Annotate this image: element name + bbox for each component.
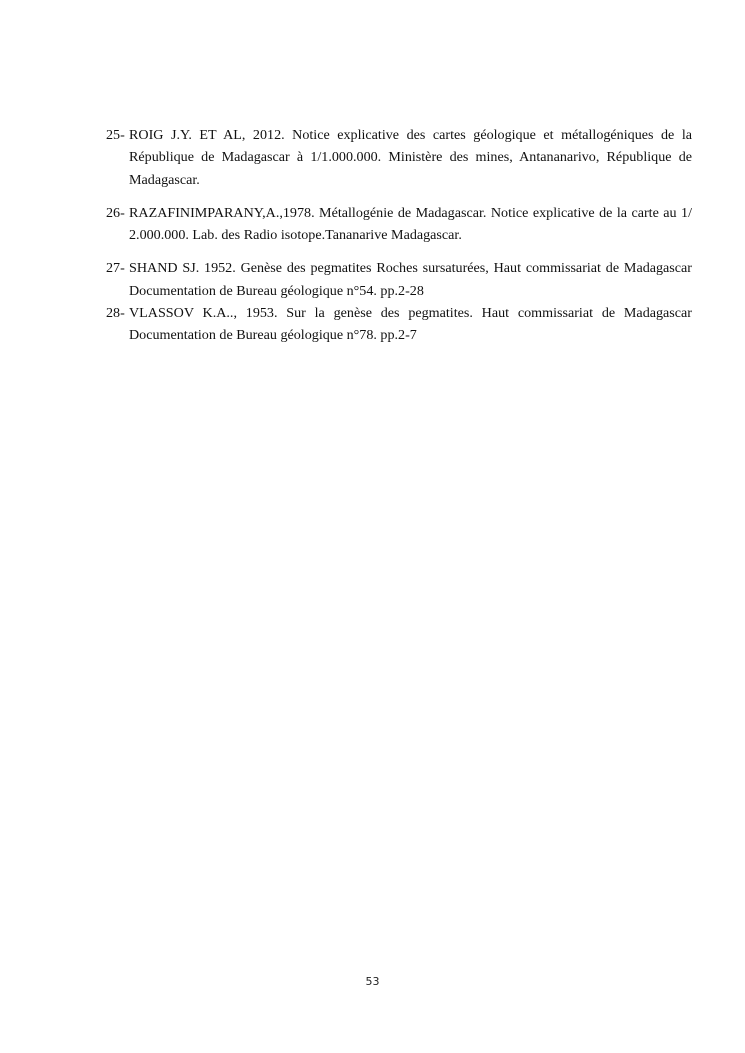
reference-number: 27- [106, 260, 125, 277]
reference-item [106, 202, 692, 247]
page-number: 53 [365, 975, 380, 988]
reference-item [106, 124, 692, 191]
reference-number: 26- [106, 204, 125, 221]
reference-text: SHAND SJ. 1952. Genèse des pegmatites Roches sursaturées, Haut commissariat de Madagascar Documentation de Bureau géologique n°54. pp.2-28 [129, 260, 692, 299]
reference-item [106, 302, 692, 347]
reference-text: RAZAFINIMPARANY,A.,1978. Métallogénie de Madagascar. Notice explicative de la carte au 1/ 2.000.000. Lab. des Radio isotope.Tananarive Madagascar. [129, 204, 692, 244]
reference-list [106, 124, 692, 347]
reference-item [106, 257, 692, 302]
reference-number: 28- [106, 305, 125, 322]
reference-text: VLASSOV K.A.., 1953. Sur la genèse des pegmatites. Haut commissariat de Madagascar Documentation de Bureau géologique n°78. pp.2-7 [129, 305, 692, 344]
reference-number: 25- [106, 127, 125, 143]
reference-text: ROIG J.Y. ET AL, 2012. Notice explicative des cartes géologique et métallogéniques de la République de Madagascar à 1/1.000.000. Ministère des mines, Antananarivo, République de Madagascar. [129, 127, 692, 188]
